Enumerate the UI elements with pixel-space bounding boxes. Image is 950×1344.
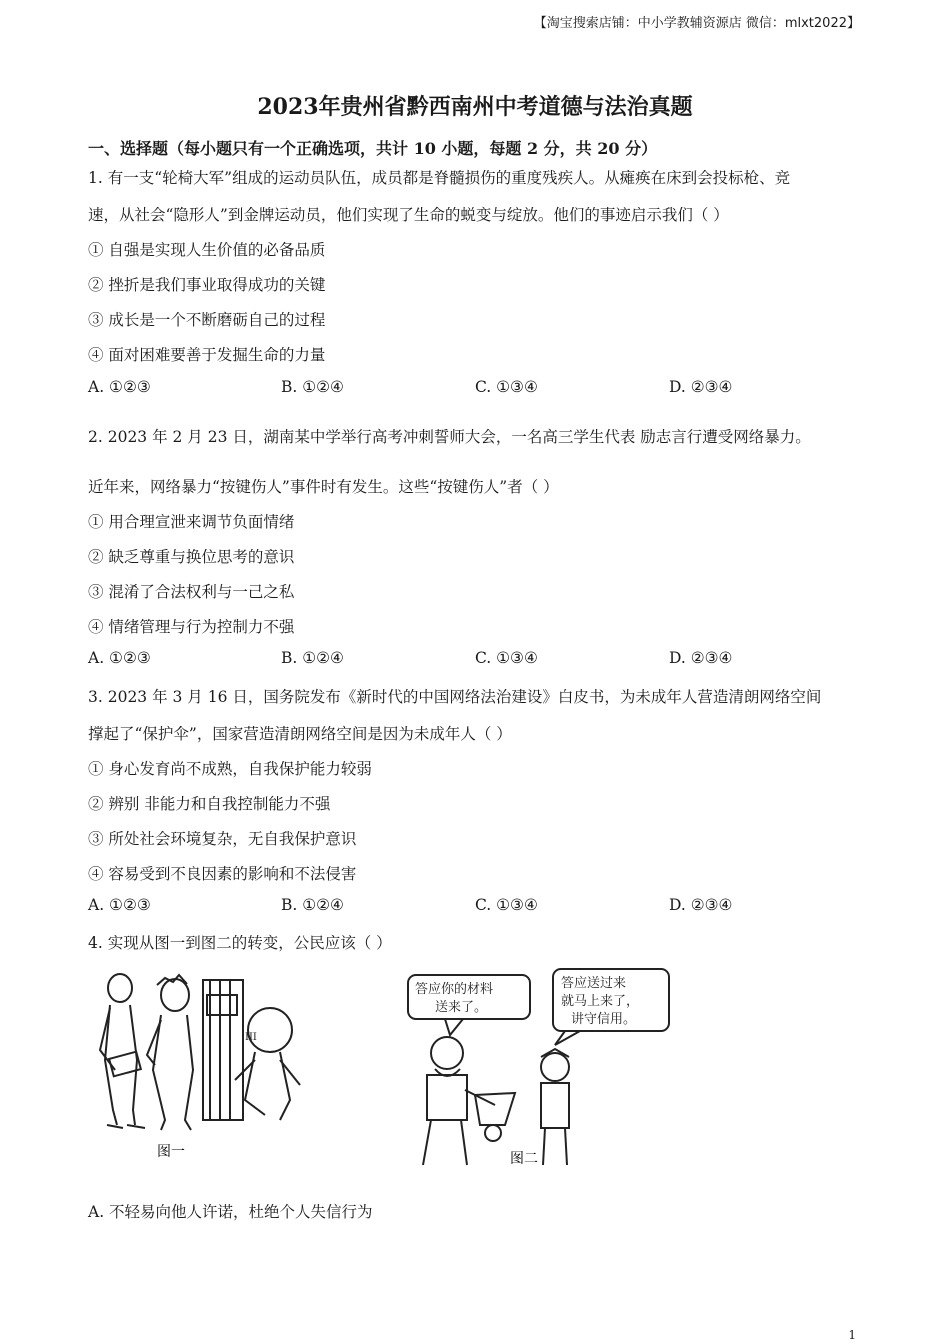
q4-option-a: A. 不轻易向他人许诺，杜绝个人失信行为	[88, 1203, 373, 1221]
q1-item: ① 自强是实现人生价值的必备品质	[88, 241, 326, 259]
q4-stem: 4. 实现从图一到图二的转变，公民应该（ ）	[88, 934, 392, 952]
q1-option-b: B. ①②④	[281, 378, 344, 396]
q1-item: ④ 面对困难要善于发掘生命的力量	[88, 346, 326, 364]
q1-stem-line2: 速，从社会“隐形人”到金牌运动员，他们实现了生命的蜕变与绽放。他们的事迹启示我们（ ）	[88, 206, 729, 224]
figure-one-caption: 图一	[157, 1144, 185, 1160]
page-header: 【淘宝搜索店铺：中小学教辅资源店 微信：mlxt2022】	[533, 16, 860, 31]
q2-option-c: C. ①③④	[475, 649, 538, 667]
q3-stem-line1: 3. 2023 年 3 月 16 日，国务院发布《新时代的中国网络法治建设》白皮书，为未成年人营造清朗网络空间	[88, 688, 822, 706]
q2-option-d: D. ②③④	[669, 649, 733, 667]
q1-option-d: D. ②③④	[669, 378, 733, 396]
q3-item: ② 辨别 非能力和自我控制能力不强	[88, 795, 331, 813]
bubble-two-line: 就马上来了，	[561, 994, 640, 1009]
figure-two-illustration	[405, 965, 675, 1170]
q2-option-a: A. ①②③	[88, 649, 151, 667]
q1-option-a: A. ①②③	[88, 378, 151, 396]
bubble-two-line: 答应送过来	[561, 976, 627, 991]
q2-item: ② 缺乏尊重与换位思考的意识	[88, 548, 295, 566]
q2-option-b: B. ①②④	[281, 649, 344, 667]
q3-item: ③ 所处社会环境复杂，无自我保护意识	[88, 830, 357, 848]
q2-item: ④ 情绪管理与行为控制力不强	[88, 618, 295, 636]
figure-two-caption: 图二	[510, 1151, 538, 1167]
section-heading: 一、选择题（每小题只有一个正确选项，共计 10 小题，每题 2 分，共 20 分）	[88, 139, 658, 158]
page-title: 2023年贵州省黔西南州中考道德与法治真题	[257, 94, 693, 120]
bubble-one-line: 答应你的材料	[415, 982, 494, 997]
q3-item: ① 身心发育尚不成熟，自我保护能力较弱	[88, 760, 372, 778]
q3-option-d: D. ②③④	[669, 896, 733, 914]
q1-stem-line1: 1. 有一支“轮椅大军”组成的运动员队伍，成员都是脊髓损伤的重度残疾人。从瘫痪在床到会投标枪、竞	[88, 169, 791, 187]
q2-stem-line1: 2. 2023 年 2 月 23 日，湖南某中学举行高考冲刺誓师大会，一名高三学生代表 励志言行遭受网络暴力。	[88, 428, 811, 446]
q2-stem-line2: 近年来，网络暴力“按键伤人”事件时有发生。这些“按键伤人”者（ ）	[88, 478, 559, 496]
bubble-one-line: 送来了。	[435, 1000, 488, 1015]
q1-option-c: C. ①③④	[475, 378, 538, 396]
page-number: 1	[848, 1328, 856, 1342]
q3-option-a: A. ①②③	[88, 896, 151, 914]
q3-stem-line2: 撑起了“保护伞”，国家营造清朗网络空间是因为未成年人（ ）	[88, 725, 512, 743]
svg-text:III: III	[245, 1032, 257, 1043]
q2-item: ① 用合理宣泄来调节负面情绪	[88, 513, 295, 531]
q1-item: ③ 成长是一个不断磨砺自己的过程	[88, 311, 326, 329]
q3-item: ④ 容易受到不良因素的影响和不法侵害	[88, 865, 357, 883]
q1-item: ② 挫折是我们事业取得成功的关键	[88, 276, 326, 294]
q2-item: ③ 混淆了合法权利与一己之私	[88, 583, 295, 601]
q3-option-b: B. ①②④	[281, 896, 344, 914]
q3-option-c: C. ①③④	[475, 896, 538, 914]
bubble-two-line: 讲守信用。	[571, 1012, 637, 1027]
figure-one-illustration	[95, 960, 325, 1170]
